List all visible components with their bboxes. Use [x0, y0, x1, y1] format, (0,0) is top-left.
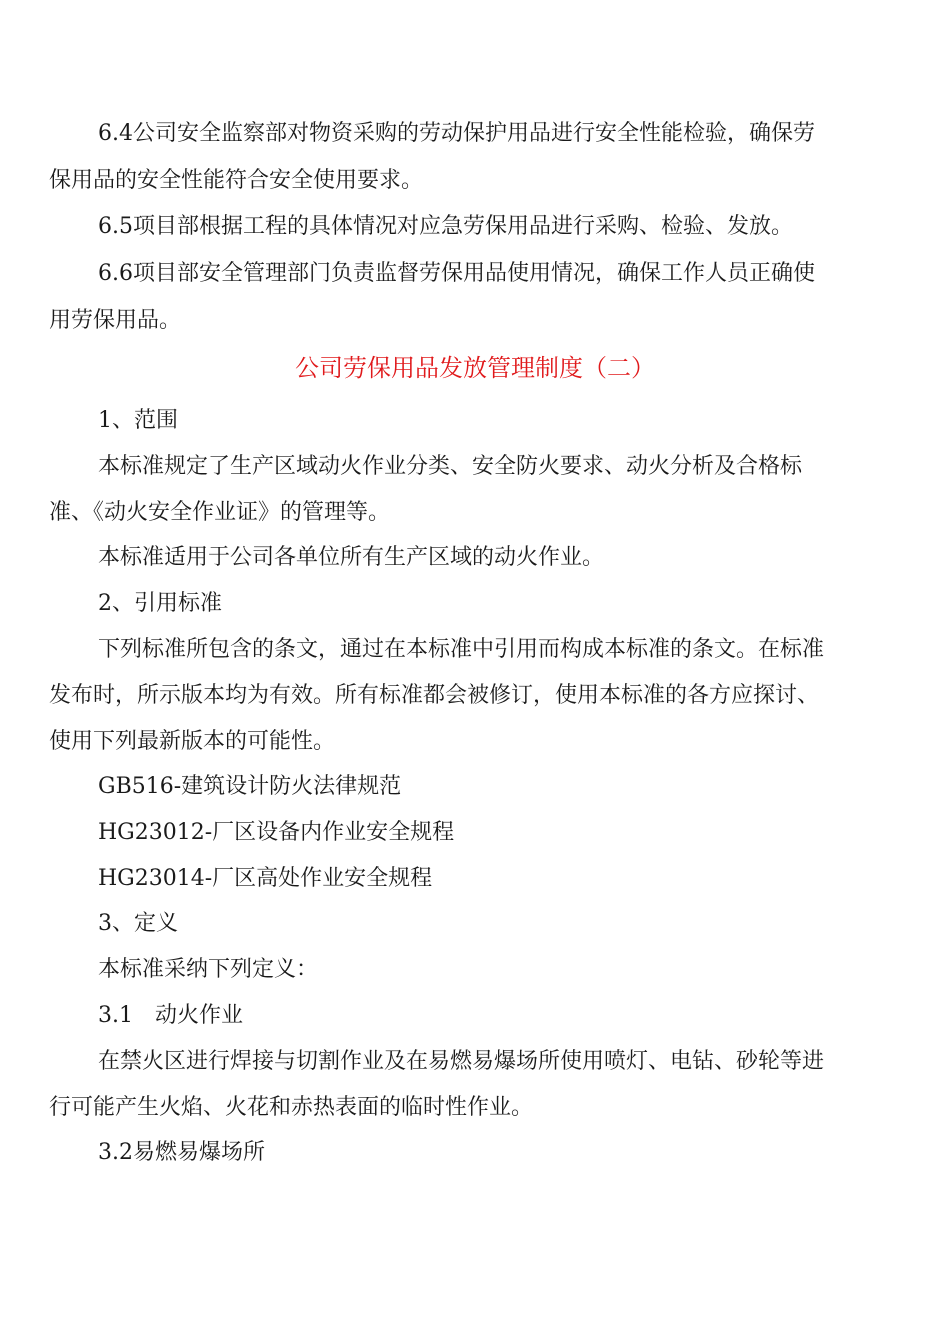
- scope-paragraph-line-1: 本标准规定了生产区域动火作业分类、安全防火要求、动火分析及合格标: [98, 454, 803, 479]
- paragraph-6-6-line-2: 用劳保用品。: [49, 308, 182, 333]
- definition-3-2-title: 3.2易燃易爆场所: [98, 1140, 265, 1165]
- paragraph-6-4-line-1: 6.4公司安全监察部对物资采购的劳动保护用品进行安全性能检验，确保劳: [98, 121, 815, 146]
- definition-3-1-title: 3.1 动火作业: [98, 1003, 243, 1028]
- scope-paragraph-line-2: 准、《动火安全作业证》的管理等。: [49, 500, 391, 525]
- references-paragraph-line-1: 下列标准所包含的条文，通过在本标准中引用而构成本标准的条文。在标准: [98, 637, 825, 662]
- standard-gb516: GB516-建筑设计防火法律规范: [98, 774, 402, 799]
- paragraph-6-6-line-1: 6.6项目部安全管理部门负责监督劳保用品使用情况，确保工作人员正确使: [98, 261, 815, 286]
- definitions-intro: 本标准采纳下列定义：: [98, 957, 319, 982]
- applicability-paragraph: 本标准适用于公司各单位所有生产区域的动火作业。: [98, 545, 605, 570]
- standard-hg23014: HG23014-厂区高处作业安全规程: [98, 866, 433, 891]
- section-2-title: 2、引用标准: [98, 591, 222, 616]
- standard-hg23012: HG23012-厂区设备内作业安全规程: [98, 820, 455, 845]
- definition-3-1-line-2: 行可能产生火焰、火花和赤热表面的临时性作业。: [49, 1095, 534, 1120]
- references-paragraph-line-3: 使用下列最新版本的可能性。: [49, 729, 336, 754]
- definition-3-1-line-1: 在禁火区进行焊接与切割作业及在易燃易爆场所使用喷灯、电钻、砂轮等进: [98, 1049, 825, 1074]
- section-heading: 公司劳保用品发放管理制度（二）: [295, 354, 655, 382]
- paragraph-6-5: 6.5项目部根据工程的具体情况对应急劳保用品进行采购、检验、发放。: [98, 214, 793, 239]
- section-1-title: 1、范围: [98, 408, 178, 433]
- references-paragraph-line-2: 发布时，所示版本均为有效。所有标准都会被修订，使用本标准的各方应探讨、: [49, 683, 820, 708]
- paragraph-6-4-line-2: 保用品的安全性能符合安全使用要求。: [49, 168, 424, 193]
- section-3-title: 3、定义: [98, 911, 178, 936]
